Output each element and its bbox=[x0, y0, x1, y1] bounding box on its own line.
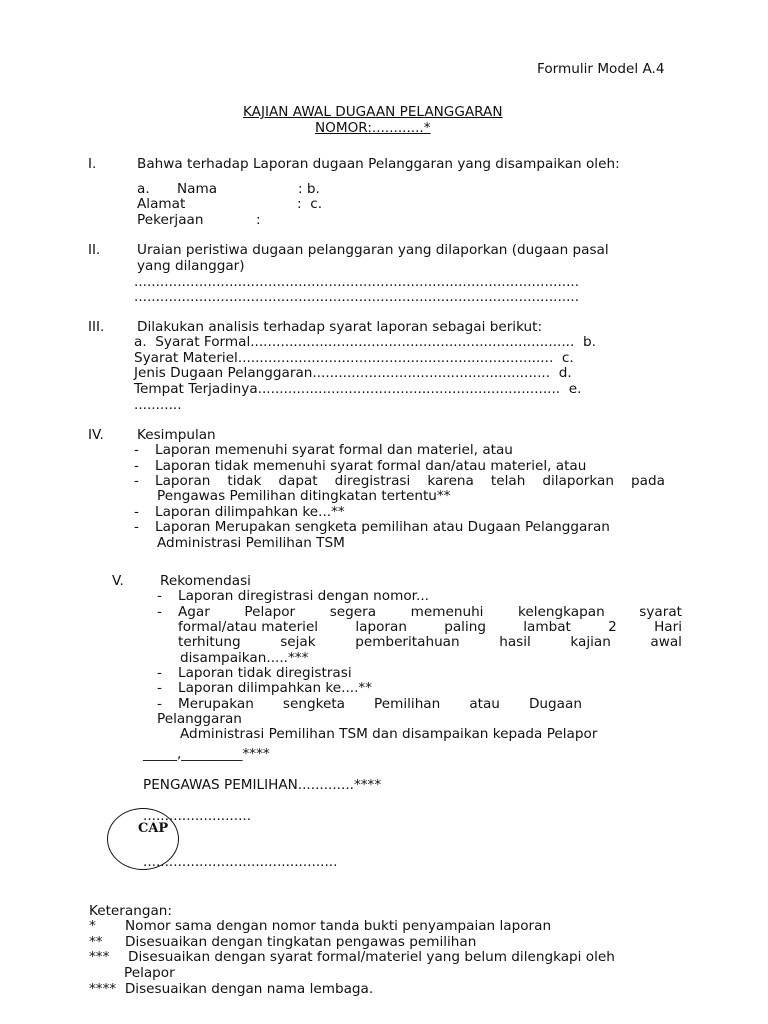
word: formal/atau materiel bbox=[178, 619, 319, 635]
bullet: - bbox=[134, 442, 139, 458]
note-text-continued: Pelapor bbox=[124, 965, 175, 981]
word: segera bbox=[329, 604, 377, 620]
word: sengketa bbox=[282, 696, 345, 712]
recommendation-item-justified bbox=[178, 635, 682, 650]
word: paling bbox=[444, 619, 486, 635]
conclusion-item: Laporan memenuhi syarat formal dan materiel, atau bbox=[155, 442, 513, 458]
conclusion-item-continued: Administrasi Pemilihan TSM bbox=[157, 535, 345, 551]
word: Dugaan bbox=[528, 696, 582, 712]
analysis-line-tempat: Tempat Terjadinya...................................................................... e. bbox=[134, 381, 582, 397]
name-dots: ............................................. bbox=[143, 854, 338, 870]
note-text: Disesuaikan dengan syarat formal/materiel yang belum dilengkapi oleh bbox=[128, 949, 615, 965]
bullet: - bbox=[134, 504, 139, 520]
recommendation-item-continued: Administrasi Pemilihan TSM dan disampaikan kepada Pelapor bbox=[180, 726, 598, 742]
section-text: Uraian peristiwa dugaan pelanggaran yang dilaporkan (dugaan pasal bbox=[137, 242, 609, 258]
signatory-title: PENGAWAS PEMILIHAN.............**** bbox=[143, 777, 382, 793]
bullet: - bbox=[134, 458, 139, 474]
dotted-line: ....................................................................................................... bbox=[134, 289, 580, 305]
word: Agar bbox=[178, 604, 210, 620]
recommendation-item-justified bbox=[178, 697, 582, 712]
word: hasil bbox=[499, 634, 531, 650]
word: telah bbox=[490, 473, 526, 489]
word: awal bbox=[650, 634, 682, 650]
section-text: Dilakukan analisis terhadap syarat laporan sebagai berikut: bbox=[137, 319, 543, 335]
recommendation-item-continued: disampaikan.....*** bbox=[180, 650, 309, 666]
document-title: KAJIAN AWAL DUGAAN PELANGGARAN bbox=[243, 104, 503, 120]
word: diregistrasi bbox=[334, 473, 411, 489]
word: dapat bbox=[278, 473, 318, 489]
word: sejak bbox=[280, 634, 316, 650]
bullet: - bbox=[157, 588, 162, 604]
word: pemberitahuan bbox=[355, 634, 460, 650]
word: pada bbox=[630, 473, 665, 489]
field-value-alamat: : c. bbox=[297, 196, 323, 212]
section-numeral: III. bbox=[88, 319, 105, 335]
word: Hari bbox=[654, 619, 682, 635]
word: terhitung bbox=[178, 634, 241, 650]
section-title: Kesimpulan bbox=[137, 427, 216, 443]
field-value-nama: : b. bbox=[298, 181, 320, 197]
form-model-label: Formulir Model A.4 bbox=[537, 61, 665, 77]
analysis-line-jenis: Jenis Dugaan Pelanggaran....................................................... d. bbox=[134, 365, 572, 381]
word: Merupakan bbox=[178, 696, 254, 712]
date-place-line: _____,_________**** bbox=[143, 746, 270, 762]
note-text: Disesuaikan dengan tingkatan pengawas pemilihan bbox=[125, 934, 477, 950]
note-marker: ** bbox=[89, 934, 103, 950]
word: dilaporkan bbox=[542, 473, 614, 489]
section-numeral: II. bbox=[88, 242, 101, 258]
bullet: - bbox=[157, 696, 162, 712]
bullet: - bbox=[134, 519, 139, 535]
note-marker: *** bbox=[89, 949, 110, 965]
word: karena bbox=[427, 473, 474, 489]
field-value-pekerjaan: : bbox=[256, 212, 261, 228]
bullet: - bbox=[157, 680, 162, 696]
field-label-nama: Nama bbox=[177, 181, 218, 197]
word: memenuhi bbox=[410, 604, 484, 620]
signature-dots: ......................... bbox=[143, 808, 252, 824]
word: Laporan bbox=[155, 473, 211, 489]
recommendation-item: Laporan diregistrasi dengan nomor... bbox=[178, 588, 429, 604]
word: kelengkapan bbox=[518, 604, 605, 620]
bullet: - bbox=[157, 665, 162, 681]
analysis-line-materiel: Syarat Materiel......................................................................... c. bbox=[134, 350, 574, 366]
field-label-pekerjaan: Pekerjaan bbox=[137, 212, 204, 228]
recommendation-item-justified bbox=[178, 620, 682, 635]
section-numeral: V. bbox=[112, 573, 124, 589]
word: Pemilihan bbox=[374, 696, 441, 712]
note-text: **** Disesuaikan dengan nama lembaga. bbox=[89, 981, 374, 997]
analysis-line-formal: a. Syarat Formal........................................................................... b. bbox=[134, 334, 596, 350]
document-number: NOMOR:............* bbox=[315, 120, 431, 136]
recommendation-item: Laporan tidak diregistrasi bbox=[178, 665, 352, 681]
conclusion-item: Laporan tidak memenuhi syarat formal dan/atau materiel, atau bbox=[155, 458, 587, 474]
conclusion-item: Laporan dilimpahkan ke...** bbox=[155, 504, 345, 520]
word: atau bbox=[469, 696, 500, 712]
section-numeral: I. bbox=[88, 156, 97, 172]
conclusion-item-justified bbox=[155, 474, 665, 489]
word: tidak bbox=[227, 473, 262, 489]
note-text: Nomor sama dengan nomor tanda bukti penyampaian laporan bbox=[125, 918, 552, 934]
bullet: - bbox=[134, 473, 139, 489]
word: Pelapor bbox=[244, 604, 296, 620]
dotted-line: ....................................................................................................... bbox=[134, 274, 580, 290]
section-text: Bahwa terhadap Laporan dugaan Pelanggaran yang disampaikan oleh: bbox=[137, 156, 620, 172]
bullet: - bbox=[157, 604, 162, 620]
conclusion-item: Laporan Merupakan sengketa pemilihan atau Dugaan Pelanggaran bbox=[155, 519, 610, 535]
word: syarat bbox=[639, 604, 682, 620]
conclusion-item-continued: Pengawas Pemilihan ditingkatan tertentu** bbox=[157, 488, 451, 504]
field-label-alamat: Alamat bbox=[137, 196, 186, 212]
recommendation-item-justified bbox=[178, 605, 682, 620]
note-marker: * bbox=[89, 918, 96, 934]
word: 2 bbox=[608, 619, 617, 635]
word: kajian bbox=[570, 634, 611, 650]
analysis-line-dots: ........... bbox=[134, 397, 182, 413]
section-title: Rekomendasi bbox=[160, 573, 251, 589]
recommendation-item: Laporan dilimpahkan ke....** bbox=[178, 680, 373, 696]
notes-heading: Keterangan: bbox=[89, 903, 172, 919]
word: lambat bbox=[523, 619, 571, 635]
word: laporan bbox=[355, 619, 407, 635]
recommendation-item-continued: Pelanggaran bbox=[157, 711, 242, 727]
section-numeral: IV. bbox=[88, 427, 104, 443]
stamp-label: CAP bbox=[138, 821, 169, 836]
item-letter: a. bbox=[137, 181, 150, 197]
section-text: yang dilanggar) bbox=[137, 258, 245, 274]
